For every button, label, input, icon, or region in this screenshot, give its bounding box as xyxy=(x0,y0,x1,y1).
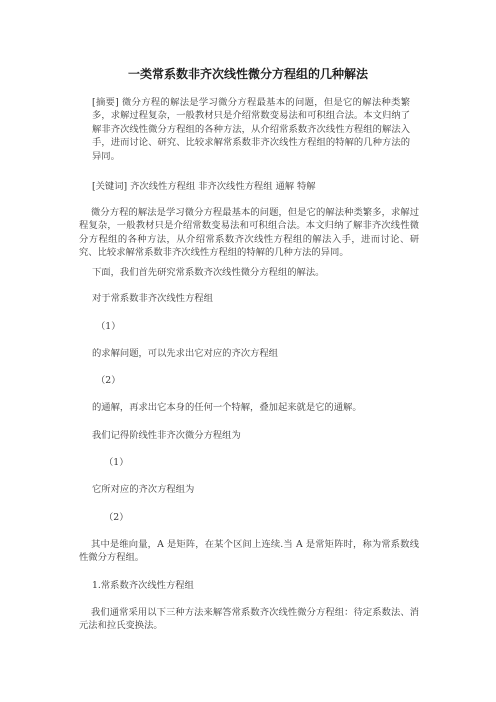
text-line: 我们记得阶线性非齐次微分方程组为 xyxy=(92,430,241,441)
equation-number: （2） xyxy=(96,375,121,386)
text-line: 下面，我们首先研究常系数齐次线性微分方程组的解法。 xyxy=(92,267,325,278)
text-line: 对于常系数非齐次线性方程组 xyxy=(92,293,213,304)
keywords-line: [关键词] 齐次线性方程组 非齐次线性方程组 通解 特解 xyxy=(92,181,316,192)
equation-number: （2） xyxy=(104,512,129,523)
document-title: 一类常系数非齐次线性微分方程组的几种解法 xyxy=(127,67,368,81)
equation-number: （1） xyxy=(104,457,129,468)
abstract-paragraph: [摘要] 微分方程的解法是学习微分方程最基本的问题，但是它的解法种类繁多，求解过程复杂，一般教材只是介绍常数变易法和可积组合法。本文归纳了解非齐次线性微分方程组的各种方法，从介绍常系数齐次线性方程组的解法入手，进而讨论、研究、比较求解常系数非齐次线性方程组的特解的几种方法的异同。 xyxy=(92,97,410,162)
text-line: 的通解，再求出它本身的任何一个特解，叠加起来就是它的通解。 xyxy=(92,402,362,413)
text-paragraph: 我们通常采用以下三种方法来解答常系数齐次线性微分方程组：待定系数法、消元法和拉氏变换法。 xyxy=(79,607,419,632)
text-paragraph: 其中是维向量，A 是矩阵，在某个区间上连续.当 A 是常矩阵时，称为常系数线性微分方程组。 xyxy=(79,539,419,564)
equation-number: （1） xyxy=(96,321,121,332)
text-line: 它所对应的齐次方程组为 xyxy=(92,484,195,495)
intro-paragraph: 微分方程的解法是学习微分方程最基本的问题，但是它的解法种类繁多，求解过程复杂，一般教材只是介绍常数变易法和可积组合法。本文归纳了解非齐次线性微分方程组的各种方法，从介绍常系数齐次线性方程组的解法入手，进而讨论、研究、比较求解常系数非齐次线性方程组的特解的几种方法的异同。 xyxy=(79,207,419,259)
text-line: 的求解问题，可以先求出它对应的齐次方程组 xyxy=(92,348,278,359)
section-heading: 1.常系数齐次线性方程组 xyxy=(92,580,194,591)
